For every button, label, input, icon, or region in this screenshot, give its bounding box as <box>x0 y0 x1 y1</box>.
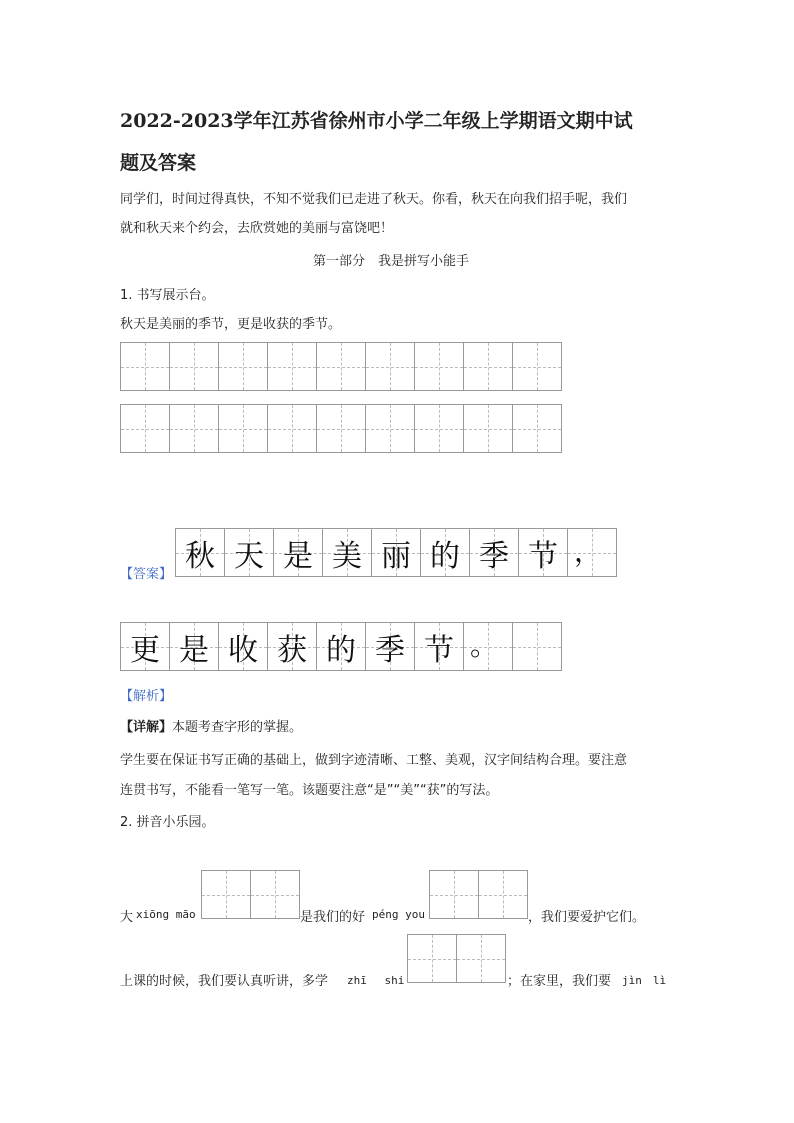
q1-sentence: 秋天是美丽的季节，更是收获的季节。 <box>120 317 342 332</box>
answer-cell: 天 <box>225 528 274 577</box>
answer-cell: ， <box>568 528 617 577</box>
q2-line2-a: 上课的时候，我们要认真听讲，多学 <box>120 974 329 989</box>
q2-pinyin-2: péng you <box>372 908 425 921</box>
answer-label: 【答案】 <box>120 567 173 582</box>
q1-heading: 1. 书写展示台。 <box>120 288 215 303</box>
answer-cell: 获 <box>268 622 317 671</box>
pinyin-answer-grid-2 <box>429 870 528 919</box>
pinyin-answer-grid-1 <box>201 870 300 919</box>
answer-cell: 是 <box>274 528 323 577</box>
blank-grid-row-2 <box>120 404 562 453</box>
answer-cell: 是 <box>170 622 219 671</box>
section1-title: 第一部分 我是拼写小能手 <box>313 254 470 269</box>
answer-cell: 季 <box>470 528 519 577</box>
detail-text: 本题考查字形的掌握。 <box>172 720 303 735</box>
answer-grid-row-2 <box>120 622 562 671</box>
q2-line1-c: ，我们要爱护它们。 <box>528 910 646 925</box>
pinyin-answer-grid-3 <box>407 934 506 983</box>
answer-cell: 收 <box>219 622 268 671</box>
answer-cell: 秋 <box>176 528 225 577</box>
answer-cell: 节 <box>415 622 464 671</box>
answer-cell: 季 <box>366 622 415 671</box>
answer-cell: 。 <box>464 622 513 671</box>
answer-cell: 的 <box>421 528 470 577</box>
analysis-label: 【解析】 <box>120 689 173 704</box>
answer-cell: 美 <box>323 528 372 577</box>
explain-line1: 学生要在保证书写正确的基础上，做到字迹清晰、工整、美观，汉字间结构合理。要注意 <box>120 753 628 768</box>
document-title-line2: 题及答案 <box>120 152 197 174</box>
answer-cell: 的 <box>317 622 366 671</box>
q2-line2-b: ；在家里，我们要 <box>507 974 612 989</box>
explain-line2: 连贯书写，不能看一笔写一笔。该题要注意“是”“美”“获”的写法。 <box>120 783 499 798</box>
answer-grid-row-1 <box>175 528 617 577</box>
q2-line1-b: 是我们的好 <box>300 910 366 925</box>
q2-pinyin-1: xiōng māo <box>136 908 196 921</box>
q2-pinyin-3: zhī shi <box>347 974 405 987</box>
answer-cell: 节 <box>519 528 568 577</box>
detail-line <box>120 716 302 735</box>
answer-cell: 丽 <box>372 528 421 577</box>
answer-cell <box>513 622 562 671</box>
intro-line2: 就和秋天来个约会，去欣赏她的美丽与富饶吧！ <box>120 221 394 236</box>
detail-label: 【详解】 <box>120 720 173 735</box>
q2-pinyin-4: jìn lì <box>622 974 667 987</box>
q2-heading: 2. 拼音小乐园。 <box>120 815 215 830</box>
answer-cell: 更 <box>121 622 170 671</box>
document-title-line1: 2022-2023学年江苏省徐州市小学二年级上学期语文期中试 <box>120 110 633 132</box>
q2-line1-a: 大 <box>120 910 134 925</box>
intro-line1: 同学们，时间过得真快，不知不觉我们已走进了秋天。你看，秋天在向我们招手呢，我们 <box>120 192 628 207</box>
blank-grid-row-1 <box>120 342 562 391</box>
